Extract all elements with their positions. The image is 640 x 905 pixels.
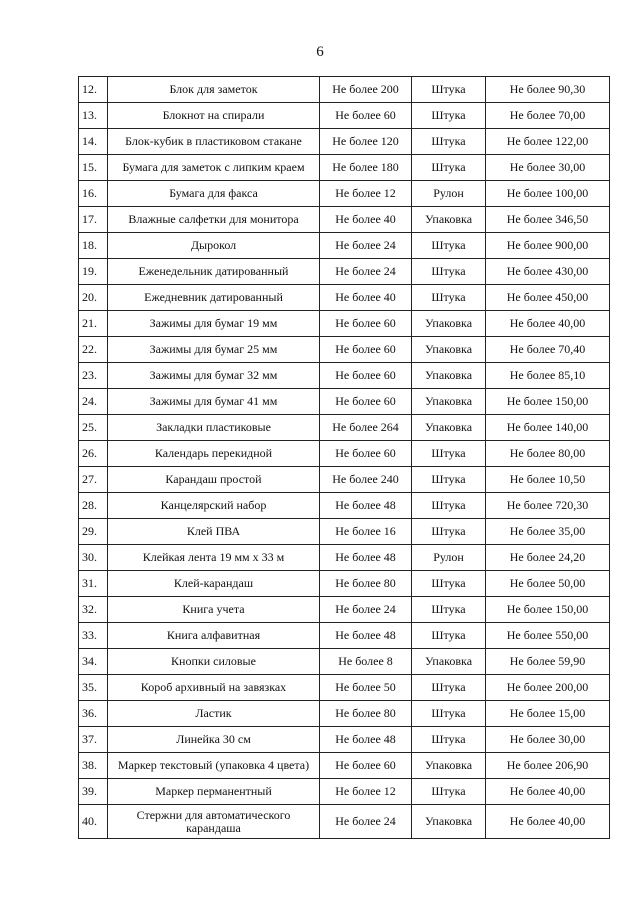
price-cell: Не более 35,00 <box>486 519 610 545</box>
item-number-cell: 22. <box>79 337 108 363</box>
item-name-cell: Дырокол <box>108 233 320 259</box>
item-number-cell: 12. <box>79 77 108 103</box>
item-name-cell: Канцелярский набор <box>108 493 320 519</box>
quantity-cell: Не более 60 <box>320 389 412 415</box>
unit-cell: Штука <box>412 129 486 155</box>
unit-cell: Упаковка <box>412 363 486 389</box>
table-row <box>79 597 610 623</box>
table-row <box>79 285 610 311</box>
quantity-cell: Не более 80 <box>320 701 412 727</box>
quantity-cell: Не более 48 <box>320 727 412 753</box>
unit-cell: Упаковка <box>412 649 486 675</box>
item-name-cell: Клей ПВА <box>108 519 320 545</box>
item-number-cell: 25. <box>79 415 108 441</box>
table-row <box>79 727 610 753</box>
price-cell: Не более 450,00 <box>486 285 610 311</box>
item-number-cell: 36. <box>79 701 108 727</box>
price-cell: Не более 10,50 <box>486 467 610 493</box>
unit-cell: Штука <box>412 155 486 181</box>
price-cell: Не более 206,90 <box>486 753 610 779</box>
item-number-cell: 13. <box>79 103 108 129</box>
price-cell: Не более 720,30 <box>486 493 610 519</box>
price-cell: Не более 122,00 <box>486 129 610 155</box>
table-row <box>79 779 610 805</box>
table-row <box>79 415 610 441</box>
item-number-cell: 14. <box>79 129 108 155</box>
item-number-cell: 33. <box>79 623 108 649</box>
item-number-cell: 34. <box>79 649 108 675</box>
quantity-cell: Не более 50 <box>320 675 412 701</box>
quantity-cell: Не более 48 <box>320 623 412 649</box>
price-cell: Не более 30,00 <box>486 727 610 753</box>
item-number-cell: 27. <box>79 467 108 493</box>
table-row <box>79 233 610 259</box>
item-number-cell: 31. <box>79 571 108 597</box>
item-number-cell: 21. <box>79 311 108 337</box>
price-cell: Не более 80,00 <box>486 441 610 467</box>
item-name-cell: Маркер текстовый (упаковка 4 цвета) <box>108 753 320 779</box>
item-number-cell: 40. <box>79 805 108 839</box>
item-number-cell: 18. <box>79 233 108 259</box>
unit-cell: Штука <box>412 77 486 103</box>
item-number-cell: 38. <box>79 753 108 779</box>
quantity-cell: Не более 8 <box>320 649 412 675</box>
quantity-cell: Не более 180 <box>320 155 412 181</box>
unit-cell: Штука <box>412 727 486 753</box>
unit-cell: Упаковка <box>412 753 486 779</box>
price-cell: Не более 30,00 <box>486 155 610 181</box>
table-row <box>79 103 610 129</box>
item-name-cell: Зажимы для бумаг 19 мм <box>108 311 320 337</box>
unit-cell: Упаковка <box>412 207 486 233</box>
table-row <box>79 753 610 779</box>
price-cell: Не более 346,50 <box>486 207 610 233</box>
table-row <box>79 311 610 337</box>
item-name-cell: Бумага для заметок с липким краем <box>108 155 320 181</box>
item-name-cell: Блок-кубик в пластиковом стакане <box>108 129 320 155</box>
quantity-cell: Не более 24 <box>320 259 412 285</box>
table-row <box>79 389 610 415</box>
quantity-cell: Не более 240 <box>320 467 412 493</box>
item-name-cell: Короб архивный на завязках <box>108 675 320 701</box>
price-cell: Не более 150,00 <box>486 389 610 415</box>
item-number-cell: 37. <box>79 727 108 753</box>
unit-cell: Штука <box>412 441 486 467</box>
unit-cell: Упаковка <box>412 311 486 337</box>
item-name-cell: Блок для заметок <box>108 77 320 103</box>
table-row <box>79 571 610 597</box>
item-number-cell: 23. <box>79 363 108 389</box>
unit-cell: Штука <box>412 285 486 311</box>
quantity-cell: Не более 60 <box>320 337 412 363</box>
items-table <box>78 76 610 839</box>
unit-cell: Штука <box>412 103 486 129</box>
item-number-cell: 17. <box>79 207 108 233</box>
item-name-cell: Календарь перекидной <box>108 441 320 467</box>
quantity-cell: Не более 120 <box>320 129 412 155</box>
unit-cell: Штука <box>412 233 486 259</box>
item-name-cell: Клейкая лента 19 мм х 33 м <box>108 545 320 571</box>
unit-cell: Штука <box>412 675 486 701</box>
item-name-cell: Зажимы для бумаг 41 мм <box>108 389 320 415</box>
quantity-cell: Не более 12 <box>320 779 412 805</box>
item-number-cell: 16. <box>79 181 108 207</box>
price-cell: Не более 140,00 <box>486 415 610 441</box>
table-row <box>79 519 610 545</box>
table-row <box>79 467 610 493</box>
unit-cell: Штука <box>412 493 486 519</box>
table-row <box>79 805 610 839</box>
item-number-cell: 32. <box>79 597 108 623</box>
item-name-cell: Бумага для факса <box>108 181 320 207</box>
item-number-cell: 26. <box>79 441 108 467</box>
item-number-cell: 20. <box>79 285 108 311</box>
item-number-cell: 24. <box>79 389 108 415</box>
quantity-cell: Не более 48 <box>320 493 412 519</box>
price-cell: Не более 70,00 <box>486 103 610 129</box>
item-name-cell: Книга алфавитная <box>108 623 320 649</box>
price-cell: Не более 40,00 <box>486 311 610 337</box>
item-name-cell: Книга учета <box>108 597 320 623</box>
item-number-cell: 30. <box>79 545 108 571</box>
items-table-body <box>79 77 610 839</box>
item-name-cell: Зажимы для бумаг 25 мм <box>108 337 320 363</box>
table-row <box>79 77 610 103</box>
price-cell: Не более 50,00 <box>486 571 610 597</box>
price-cell: Не более 40,00 <box>486 805 610 839</box>
unit-cell: Штука <box>412 259 486 285</box>
item-number-cell: 28. <box>79 493 108 519</box>
table-row <box>79 259 610 285</box>
unit-cell: Упаковка <box>412 805 486 839</box>
item-name-cell: Закладки пластиковые <box>108 415 320 441</box>
quantity-cell: Не более 24 <box>320 233 412 259</box>
price-cell: Не более 24,20 <box>486 545 610 571</box>
price-cell: Не более 85,10 <box>486 363 610 389</box>
price-cell: Не более 40,00 <box>486 779 610 805</box>
item-name-cell: Стержни для автоматического карандаша <box>108 805 320 839</box>
table-row <box>79 493 610 519</box>
item-name-cell: Клей-карандаш <box>108 571 320 597</box>
item-name-cell: Маркер перманентный <box>108 779 320 805</box>
table-row <box>79 701 610 727</box>
item-name-cell: Влажные салфетки для монитора <box>108 207 320 233</box>
unit-cell: Штука <box>412 467 486 493</box>
page-number: 6 <box>316 44 324 60</box>
item-name-cell: Ластик <box>108 701 320 727</box>
quantity-cell: Не более 80 <box>320 571 412 597</box>
table-row <box>79 623 610 649</box>
item-name-cell: Блокнот на спирали <box>108 103 320 129</box>
table-row <box>79 441 610 467</box>
quantity-cell: Не более 200 <box>320 77 412 103</box>
item-number-cell: 15. <box>79 155 108 181</box>
price-cell: Не более 900,00 <box>486 233 610 259</box>
quantity-cell: Не более 24 <box>320 805 412 839</box>
price-cell: Не более 100,00 <box>486 181 610 207</box>
quantity-cell: Не более 60 <box>320 363 412 389</box>
table-row <box>79 207 610 233</box>
unit-cell: Штука <box>412 571 486 597</box>
table-row <box>79 649 610 675</box>
quantity-cell: Не более 264 <box>320 415 412 441</box>
unit-cell: Штука <box>412 623 486 649</box>
item-name-cell: Линейка 30 см <box>108 727 320 753</box>
quantity-cell: Не более 60 <box>320 103 412 129</box>
table-row <box>79 337 610 363</box>
table-row <box>79 363 610 389</box>
unit-cell: Штука <box>412 779 486 805</box>
quantity-cell: Не более 60 <box>320 311 412 337</box>
price-cell: Не более 70,40 <box>486 337 610 363</box>
item-number-cell: 29. <box>79 519 108 545</box>
table-row <box>79 675 610 701</box>
table-row <box>79 129 610 155</box>
price-cell: Не более 90,30 <box>486 77 610 103</box>
item-number-cell: 35. <box>79 675 108 701</box>
price-cell: Не более 430,00 <box>486 259 610 285</box>
item-number-cell: 39. <box>79 779 108 805</box>
quantity-cell: Не более 40 <box>320 285 412 311</box>
price-cell: Не более 59,90 <box>486 649 610 675</box>
price-cell: Не более 15,00 <box>486 701 610 727</box>
item-name-cell: Зажимы для бумаг 32 мм <box>108 363 320 389</box>
quantity-cell: Не более 16 <box>320 519 412 545</box>
quantity-cell: Не более 24 <box>320 597 412 623</box>
table-row <box>79 155 610 181</box>
unit-cell: Рулон <box>412 181 486 207</box>
price-cell: Не более 550,00 <box>486 623 610 649</box>
quantity-cell: Не более 60 <box>320 753 412 779</box>
unit-cell: Рулон <box>412 545 486 571</box>
item-name-cell: Еженедельник датированный <box>108 259 320 285</box>
quantity-cell: Не более 48 <box>320 545 412 571</box>
unit-cell: Упаковка <box>412 389 486 415</box>
item-name-cell: Карандаш простой <box>108 467 320 493</box>
unit-cell: Штука <box>412 519 486 545</box>
table-row <box>79 545 610 571</box>
quantity-cell: Не более 40 <box>320 207 412 233</box>
quantity-cell: Не более 12 <box>320 181 412 207</box>
table-row <box>79 181 610 207</box>
price-cell: Не более 150,00 <box>486 597 610 623</box>
quantity-cell: Не более 60 <box>320 441 412 467</box>
item-name-cell: Ежедневник датированный <box>108 285 320 311</box>
item-name-cell: Кнопки силовые <box>108 649 320 675</box>
unit-cell: Упаковка <box>412 415 486 441</box>
unit-cell: Упаковка <box>412 337 486 363</box>
unit-cell: Штука <box>412 597 486 623</box>
price-cell: Не более 200,00 <box>486 675 610 701</box>
unit-cell: Штука <box>412 701 486 727</box>
item-number-cell: 19. <box>79 259 108 285</box>
